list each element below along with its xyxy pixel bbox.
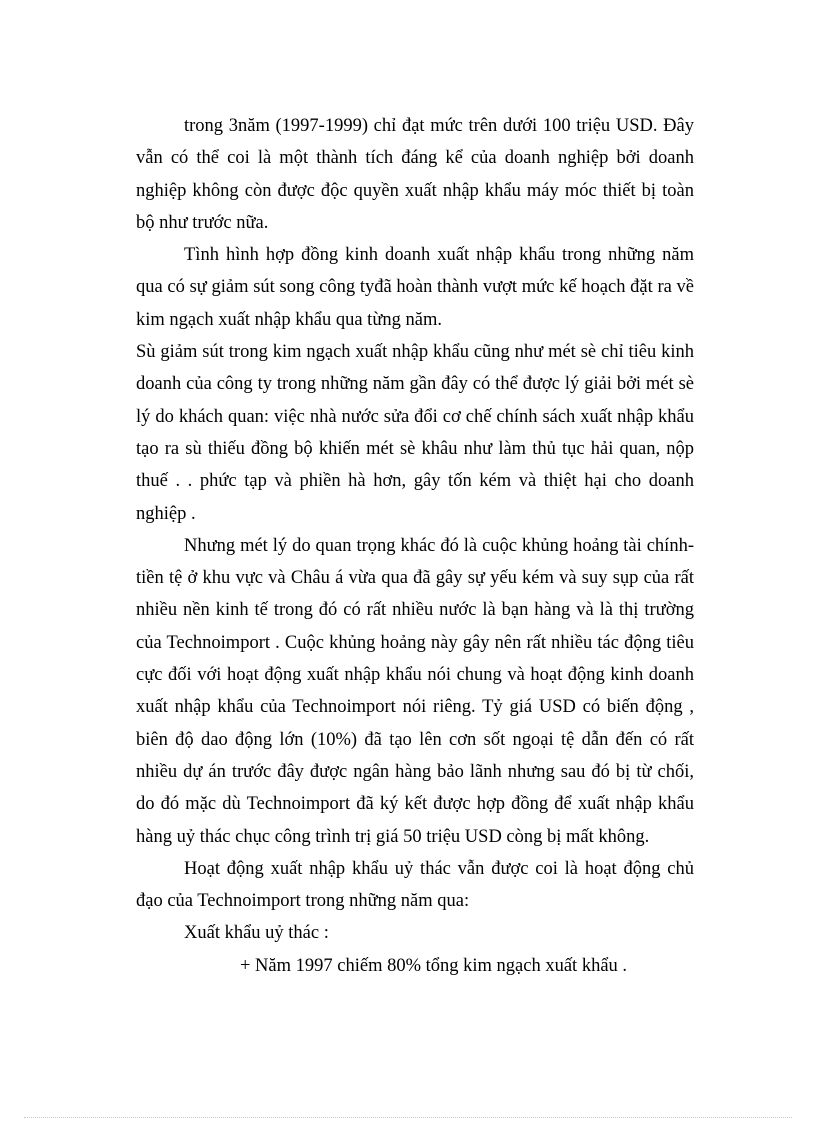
paragraph-decline-reasons: Sù giảm sút trong kim ngạch xuất nhập khẩu cũng như mét sè chỉ tiêu kinh doanh của công ty trong những năm gần đây có thể được lý giải bởi mét sè lý do khách quan: việc nhà nước sửa đổi cơ chế chính sách xuất nhập khẩu tạo ra sù thiếu đồng bộ khiến mét sè khâu như làm thủ tục hải quan, nộp thuế . . phức tạp và phiền hà hơn, gây tốn kém và thiệt hại cho doanh nghiệp . [136, 342, 694, 524]
list-item-1997: + Năm 1997 chiếm 80% tổng kim ngạch xuất khẩu . [240, 955, 628, 976]
paragraph-contract-situation: Tình hình hợp đồng kinh doanh xuất nhập khẩu trong những năm qua có sự giảm sút song công tyđã hoàn thành vượt mức kế hoạch đặt ra về kim ngạch xuất nhập khẩu qua từng năm. [136, 245, 694, 330]
paragraph-continuation: trong 3năm (1997-1999) chỉ đạt mức trên dưới 100 triệu USD. Đây vẫn có thể coi là một thành tích đáng kể của doanh nghiệp bởi doanh nghiệp không còn được độc quyền xuất nhập khẩu máy móc thiết bị toàn bộ như trước nữa. [136, 116, 694, 233]
document-body [136, 110, 694, 982]
paragraph-entrusted-export-heading: Xuất khẩu uỷ thác : [184, 923, 329, 944]
paragraph-financial-crisis: Nhưng mét lý do quan trọng khác đó là cuộc khủng hoảng tài chính- tiền tệ ở khu vực và Châu á vừa qua đã gây sự yếu kém và suy sụp của rất nhiều nền kinh tế trong đó có rất nhiều nước là bạn hàng và là thị trường của Technoimport . Cuộc khủng hoảng này gây nên rất nhiều tác động tiêu cực đối với hoạt động xuất nhập khẩu nói chung và hoạt động kinh doanh xuất nhập khẩu của Technoimport nói riêng. Tỷ giá USD có biến động , biên độ dao động lớn (10%) đã tạo lên cơn sốt ngoại tệ dẫn đến có rất nhiều dự án trước đây được ngân hàng bảo lãnh nhưng sau đó bị từ chối, do đó mặc dù Technoimport đã ký kết được hợp đồng để xuất nhập khẩu hàng uỷ thác chục công trình trị giá 50 triệu USD còng bị mất không. [136, 535, 694, 847]
paragraph-entrusted-trade: Hoạt động xuất nhập khẩu uỷ thác vẫn được coi là hoạt động chủ đạo của Technoimport trong những năm qua: [136, 858, 694, 912]
page-bottom-divider [24, 1117, 792, 1118]
